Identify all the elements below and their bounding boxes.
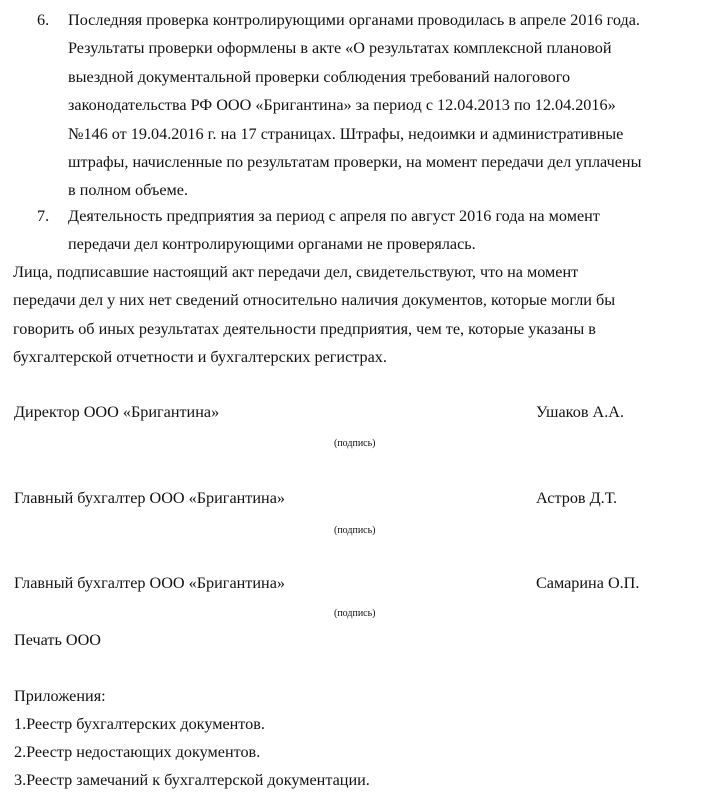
statement-paragraph: [13, 258, 703, 372]
text-line: Результаты проверки оформлены в акте «О результатах комплексной плановой: [68, 39, 612, 58]
signature-name: Ушаков А.А.: [536, 403, 624, 421]
signature-caption: (подпись): [334, 608, 376, 619]
text-line: говорить об иных результатах деятельности предприятия, чем те, которые указаны в: [13, 319, 596, 338]
stamp-label: Печать ООО: [14, 631, 101, 649]
list-number: 6.: [37, 11, 50, 29]
attachment-item: 3.Реестр замечаний к бухгалтерской документации.: [14, 771, 370, 789]
text-line: Лица, подписавшие настоящий акт передачи дел, свидетельствуют, что на момент: [13, 263, 579, 281]
text-line: штрафы, начисленные по результатам проверки, на момент передачи дел уплачены: [68, 153, 642, 172]
attachment-item: 1.Реестр бухгалтерских документов.: [14, 715, 265, 733]
list-number: 7.: [37, 207, 50, 225]
list-item-7: [37, 202, 708, 259]
list-item-6: [37, 6, 708, 205]
signature-caption: (подпись): [334, 525, 376, 536]
signature-role: Главный бухгалтер ООО «Бригантина»: [14, 489, 285, 507]
text-line: передачи дел у них нет сведений относительно наличия документов, которые могли бы: [13, 291, 616, 310]
signature-name: Самарина О.П.: [536, 574, 640, 592]
signature-name: Астров Д.Т.: [536, 489, 618, 507]
signature-caption: (подпись): [334, 438, 376, 449]
text-line: №146 от 19.04.2016 г. на 17 страницах. Штрафы, недоимки и административные: [68, 124, 624, 143]
text-line: законодательства РФ ООО «Бригантина» за период с 12.04.2013 по 12.04.2016»: [68, 96, 616, 115]
attachments-title: Приложения:: [14, 687, 106, 705]
text-line: выездной документальной проверки соблюдения требований налогового: [68, 67, 571, 86]
text-line: передачи дел контролирующими органами не проверялась.: [68, 235, 476, 254]
text-line: Последняя проверка контролирующими органами проводилась в апреле 2016 года.: [68, 11, 640, 29]
text-line: в полном объеме.: [68, 181, 189, 200]
signature-role: Главный бухгалтер ООО «Бригантина»: [14, 574, 285, 592]
text-line: бухгалтерской отчетности и бухгалтерских регистрах.: [13, 348, 387, 367]
text-line: Деятельность предприятия за период с апреля по август 2016 года на момент: [68, 207, 600, 225]
attachment-item: 2.Реестр недостающих документов.: [14, 743, 261, 761]
signature-role: Директор ООО «Бригантина»: [14, 403, 220, 421]
